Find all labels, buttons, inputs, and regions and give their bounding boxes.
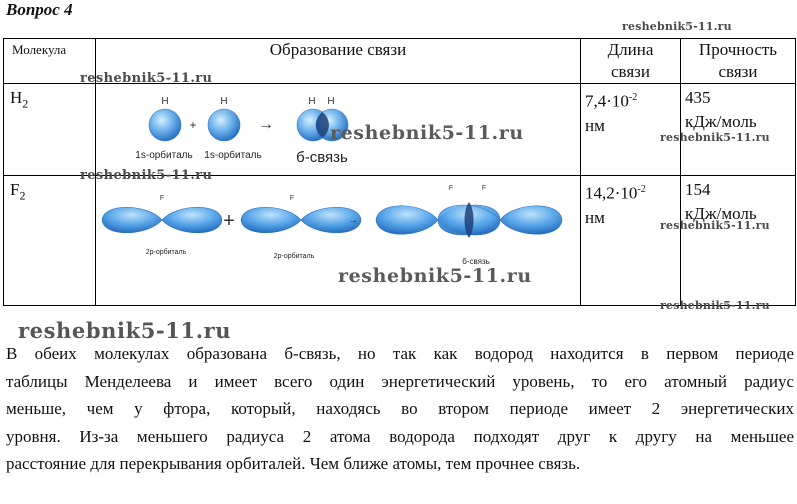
watermark: reshebnik5-11.ru <box>660 131 770 144</box>
h2-arrow: → <box>258 116 274 133</box>
f2-orbital-label-2: 2р-орбиталь <box>273 253 315 260</box>
header-formation: Образование связи <box>96 39 581 84</box>
f2-bond-label: б-связь <box>462 257 490 266</box>
watermark: reshebnik5-11.ru <box>18 318 232 343</box>
strength-h2: 435 кДж/моль <box>681 84 796 176</box>
watermark: reshebnik5-11.ru <box>660 299 770 312</box>
h2-atom-label-1: H <box>161 96 169 107</box>
explanation-paragraph <box>6 340 794 478</box>
f2-atom-label-1: F <box>159 195 165 202</box>
h2-orbital-label-1: 1s-орбиталь <box>135 150 193 161</box>
h2-plus-sign: + <box>189 118 197 132</box>
h2-bond-atom-label-2: H <box>327 96 335 107</box>
length-f2: $14,2\cdot 10^{-2}$ нм <box>581 176 681 306</box>
f2-bond-atom-label-2: F <box>481 185 487 192</box>
h2-s-orbital-1 <box>149 109 181 141</box>
molecule-h2: $H_2$ <box>4 84 96 176</box>
watermark: reshebnik5-11.ru <box>622 20 732 33</box>
f2-p-orbital-1-right-lobe <box>162 207 222 233</box>
strength-f2: 154 кДж/моль <box>681 176 796 306</box>
watermark: reshebnik5-11.ru <box>80 168 213 183</box>
h2-bond-atom-label-1: H <box>308 96 316 107</box>
f2-atom-label-2: F <box>289 195 295 202</box>
paragraph-line: таблицы Менделеева и имеет всего один энергетический уровень, то его атомный радиус <box>6 371 794 391</box>
paragraph-line: уровня. Из-за меньшего радиуса 2 атома водорода подходят друг к другу на меньшее <box>6 426 794 446</box>
h2-orbital-label-2: 1s-орбиталь <box>204 150 262 161</box>
f2-orbital-label-1: 2р-орбиталь <box>145 249 187 256</box>
paragraph-line: В обеих молекулах образована б-связь, но так как водород находится в первом периоде <box>6 344 794 363</box>
f2-bond-atom-label-1: F <box>448 185 454 192</box>
length-h2: $7,4\cdot 10^{-2}$ нм <box>581 84 681 176</box>
f2-bond-outer-right-lobe <box>500 206 562 235</box>
f2-arrow: → <box>348 215 358 226</box>
h2-atom-label-2: H <box>220 96 228 107</box>
question-heading: Вопрос 4 <box>6 0 73 19</box>
header-molecule: Молекула <box>4 39 96 84</box>
watermark: reshebnik5-11.ru <box>330 122 524 144</box>
h2-s-orbital-2 <box>208 109 240 141</box>
f2-p-orbital-1-left-lobe <box>102 207 162 233</box>
paragraph-line: расстояние для перекрывания орбиталей. Чем ближе атомы, тем прочнее связь. <box>6 454 581 473</box>
watermark: reshebnik5-11.ru <box>80 71 213 86</box>
f2-plus-sign: + <box>223 210 235 232</box>
header-strength: Прочность связи <box>681 39 796 84</box>
h2-bond-label: б-связь <box>296 149 348 166</box>
molecule-f2: $F_2$ <box>4 176 96 306</box>
paragraph-line: меньше, чем у фтора, который, находясь во втором периоде имеет 2 энергетических <box>6 399 794 418</box>
f2-p-orbital-2-left-lobe <box>241 207 301 233</box>
header-length: Длина связи <box>581 39 681 84</box>
watermark: reshebnik5-11.ru <box>660 219 770 232</box>
watermark: reshebnik5-11.ru <box>338 265 532 287</box>
f2-bond-outer-left-lobe <box>376 206 438 235</box>
